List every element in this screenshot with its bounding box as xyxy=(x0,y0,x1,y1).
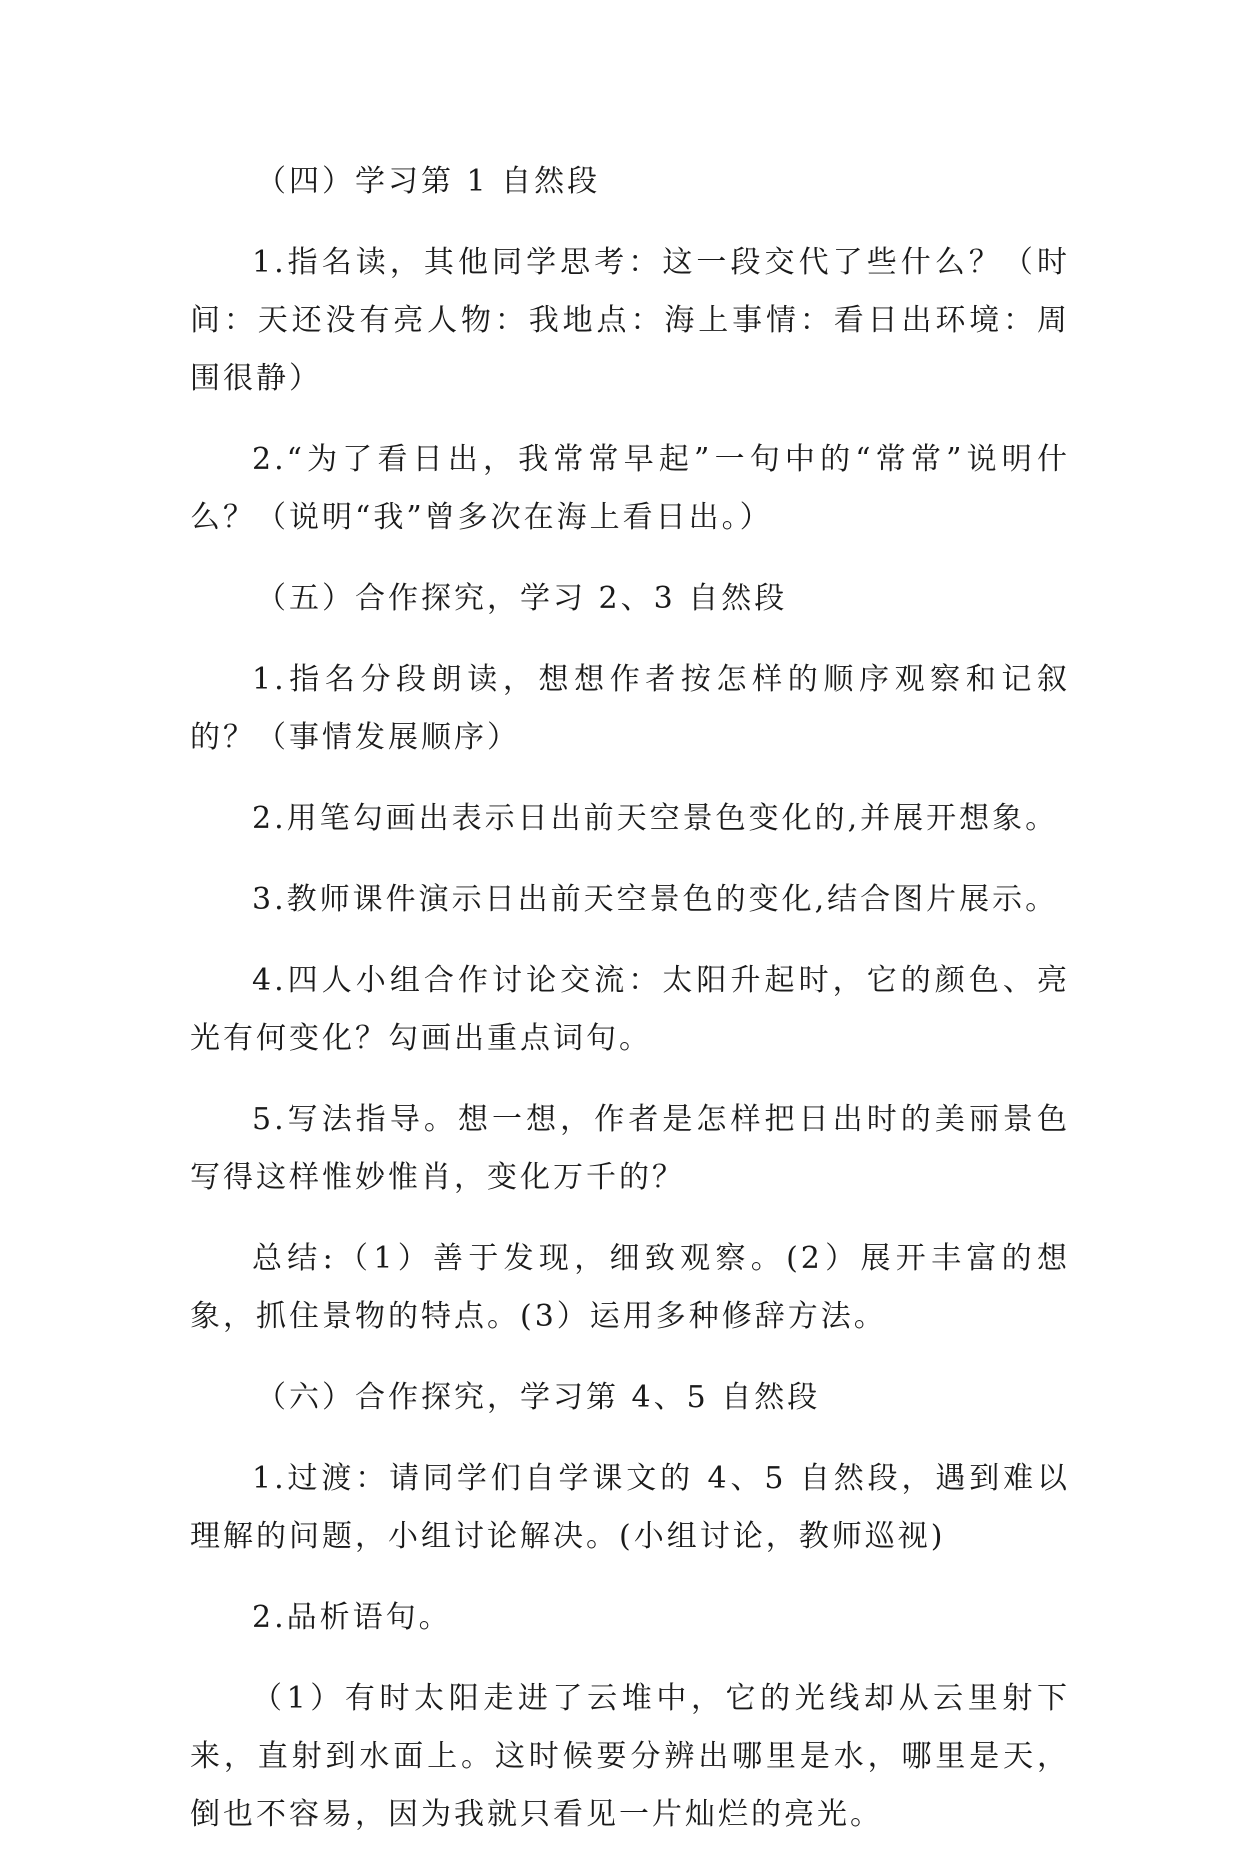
paragraph: （1）有时太阳走进了云堆中，它的光线却从云里射下来，直射到水面上。这时候要分辨出哪里是水，哪里是天，倒也不容易，因为我就只看见一片灿烂的亮光。 xyxy=(190,1681,1070,1832)
paragraph: 2.“为了看日出，我常常早起”一句中的“常常”说明什么？（说明“我”曾多次在海上看日出。） xyxy=(190,442,1070,535)
paragraph: 3.教师课件演示日出前天空景色的变化,结合图片展示。 xyxy=(252,882,1059,917)
paragraph: 2.用笔勾画出表示日出前天空景色变化的,并展开想象。 xyxy=(252,801,1059,836)
paragraph: 4.四人小组合作讨论交流：太阳升起时，它的颜色、亮光有何变化？勾画出重点词句。 xyxy=(190,963,1070,1056)
section-heading-5: （五）合作探究，学习 2、3 自然段 xyxy=(256,581,788,616)
summary-paragraph: 总结:（1）善于发现，细致观察。(2）展开丰富的想象，抓住景物的特点。(3）运用多种修辞方法。 xyxy=(190,1241,1070,1334)
section-heading-6: （六）合作探究，学习第 4、5 自然段 xyxy=(256,1380,821,1415)
paragraph: 2.品析语句。 xyxy=(252,1600,452,1635)
paragraph: 5.写法指导。想一想，作者是怎样把日出时的美丽景色写得这样惟妙惟肖，变化万千的？ xyxy=(190,1102,1070,1195)
paragraph: 1.指名读，其他同学思考：这一段交代了些什么？（时间：天还没有亮人物：我地点：海上事情：看日出环境：周围很静） xyxy=(190,245,1070,396)
paragraph: 1.指名分段朗读，想想作者按怎样的顺序观察和记叙的？（事情发展顺序） xyxy=(190,662,1070,755)
paragraph: 1.过渡：请同学们自学课文的 4、5 自然段，遇到难以理解的问题，小组讨论解决。(小组讨论，教师巡视) xyxy=(190,1461,1070,1554)
document-page xyxy=(190,153,1070,1867)
section-heading-4: （四）学习第 1 自然段 xyxy=(256,164,601,199)
